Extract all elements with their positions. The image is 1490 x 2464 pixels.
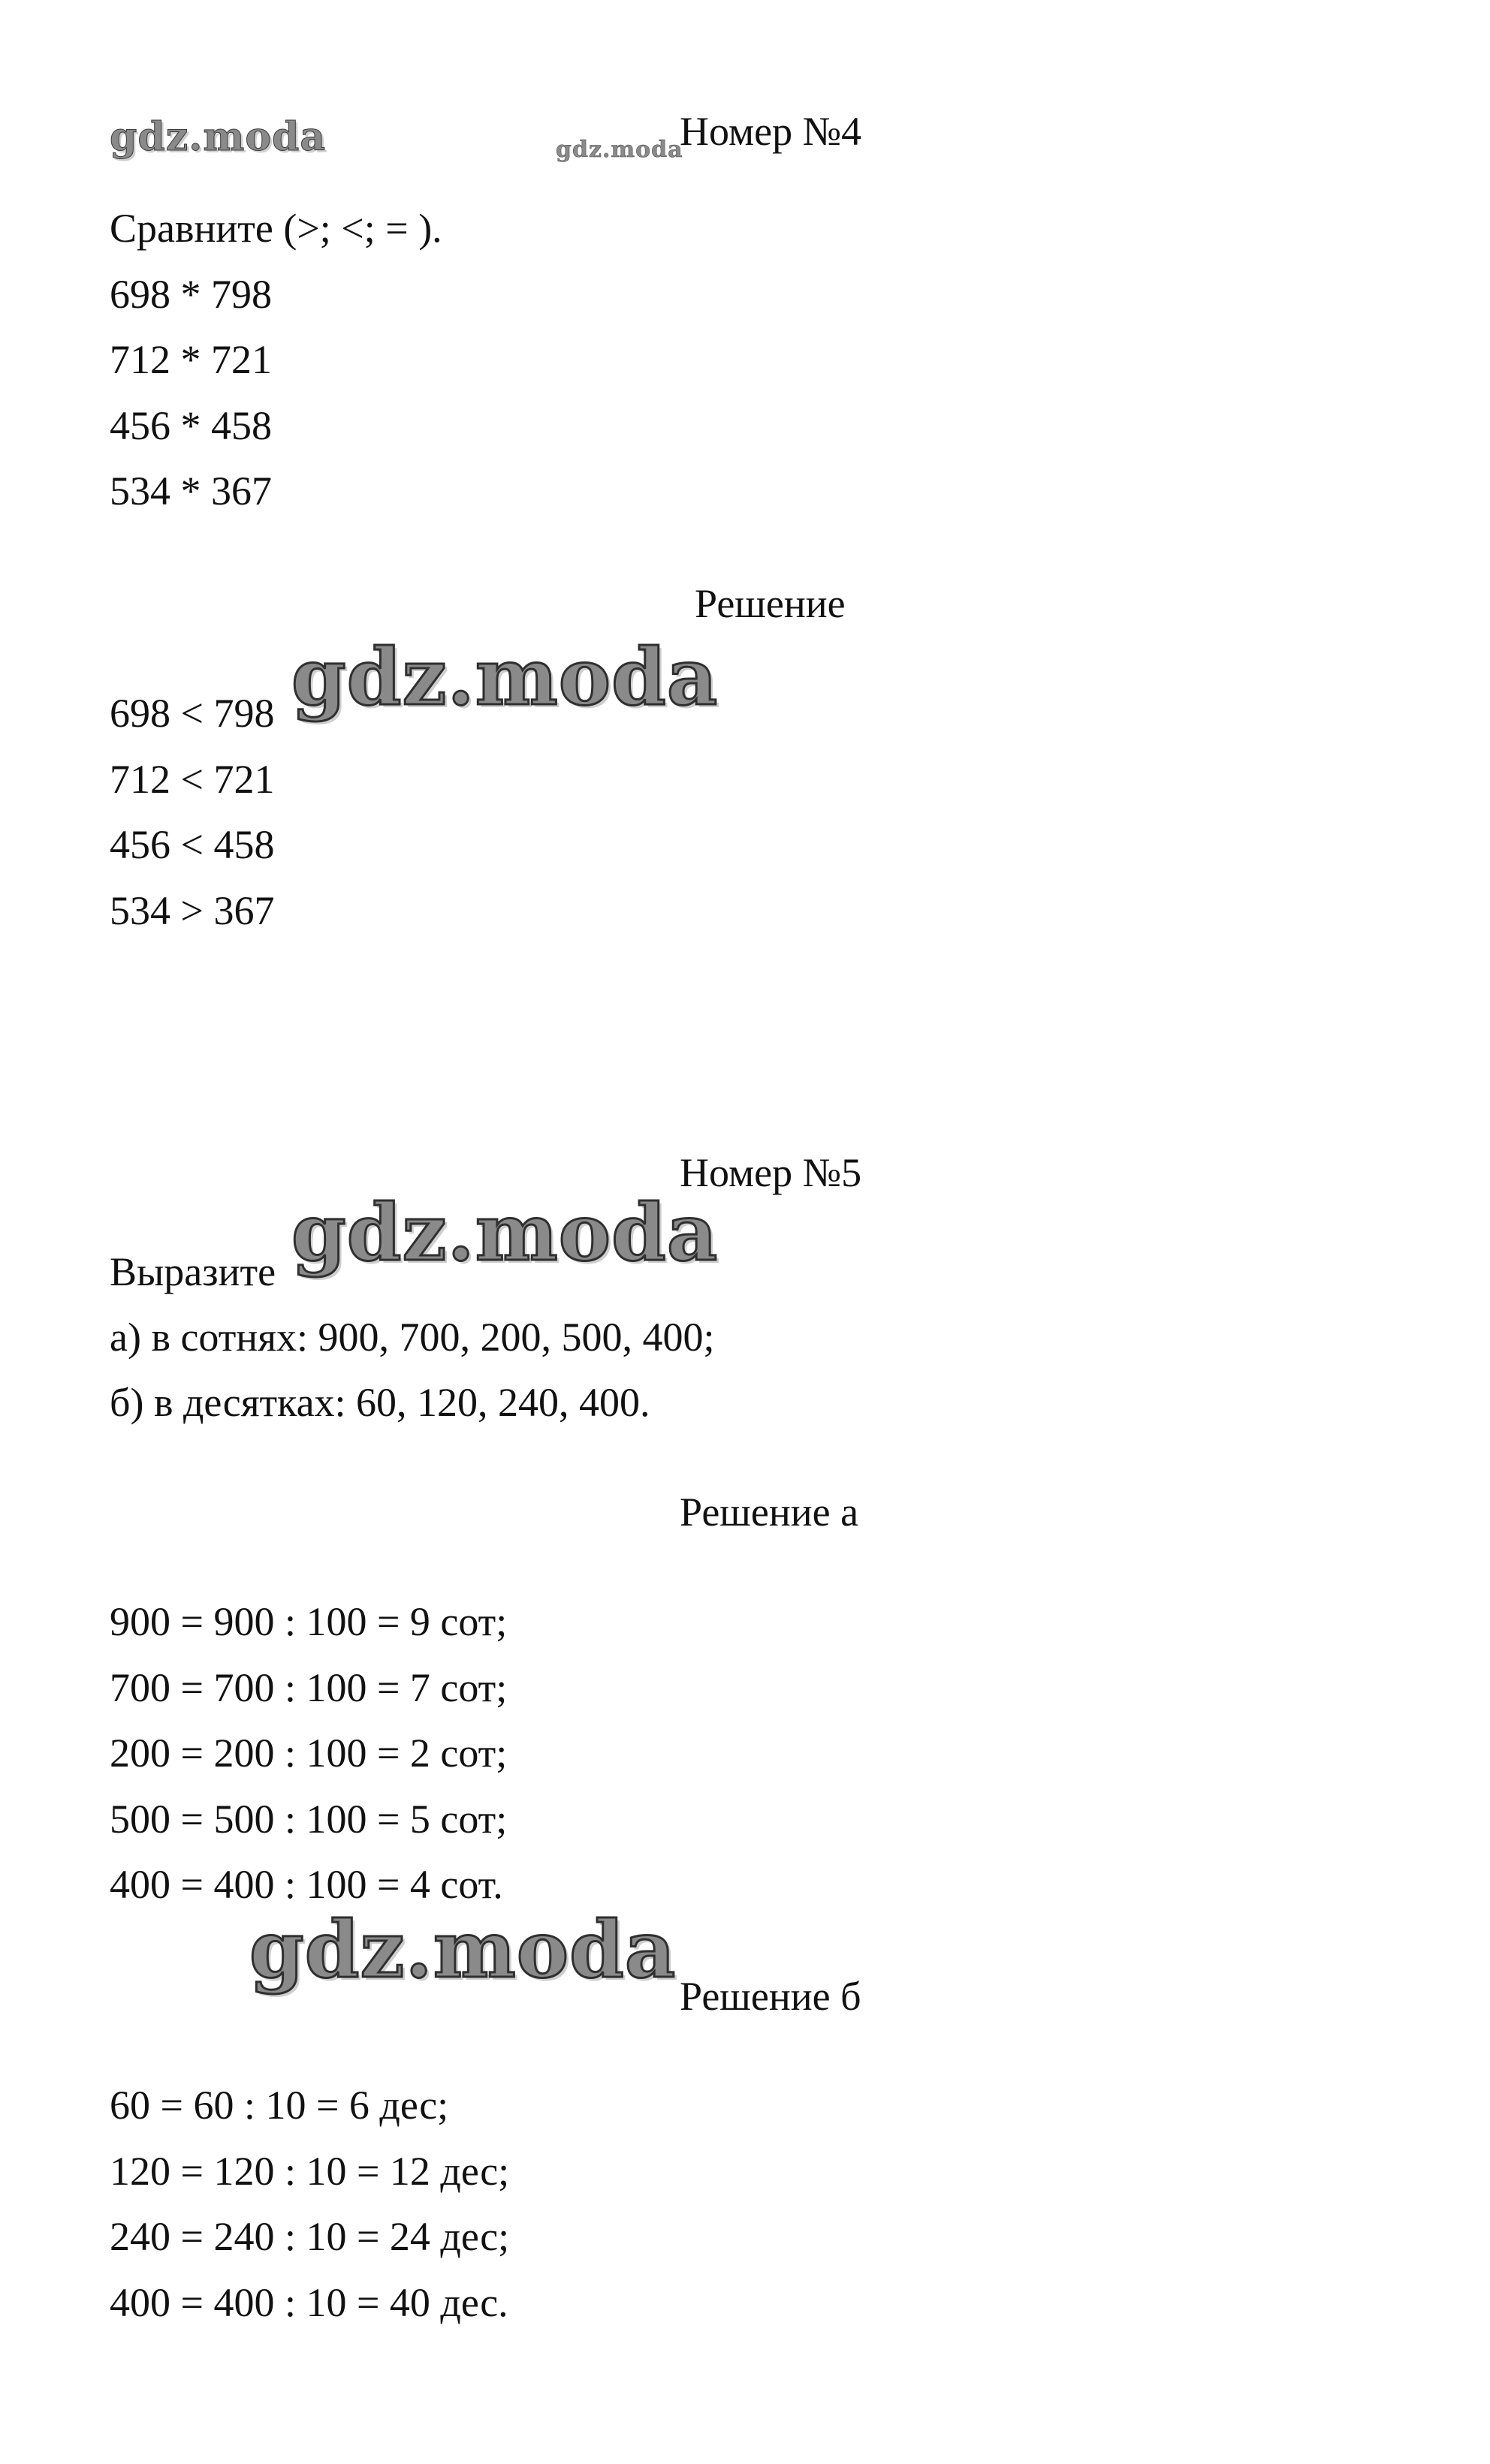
problem5-answer-a: 900 = 900 : 100 = 9 сот; [110,1599,508,1644]
problem5-answer-a: 400 = 400 : 100 = 4 сот. [110,1862,503,1907]
problem5-answer-a: 200 = 200 : 100 = 2 сот; [110,1731,508,1776]
problem5-prompt: Выразите [110,1249,276,1294]
problem5-solution-a-heading: Решение а [680,1490,859,1535]
watermark-lower: gdz.moda [249,1903,677,1996]
problem4-answer: 698 < 798 [110,691,275,736]
problem5-answer-a: 700 = 700 : 100 = 7 сот; [110,1665,508,1710]
problem5-solution-b-heading: Решение б [680,1974,861,2019]
problem5-answer-a: 500 = 500 : 100 = 5 сот; [110,1797,508,1842]
problem4-item: 456 * 458 [110,403,272,448]
problem4-answer: 712 < 721 [110,757,275,802]
problem4-item: 534 * 367 [110,468,272,514]
problem4-answer: 534 > 367 [110,888,275,933]
problem4-item: 698 * 798 [110,272,272,317]
watermark-top-small: gdz.moda [556,137,683,163]
problem5-part-b: б) в десятках: 60, 120, 240, 400. [110,1380,650,1425]
problem5-part-a: а) в сотнях: 900, 700, 200, 500, 400; [110,1315,715,1360]
problem5-answer-b: 120 = 120 : 10 = 12 дес; [110,2149,510,2194]
problem4-prompt: Сравните (>; <; = ). [110,206,442,251]
problem4-answer: 456 < 458 [110,822,275,867]
problem4-title: Номер №4 [680,109,862,154]
problem4-solution-heading: Решение [695,581,846,626]
problem5-answer-b: 240 = 240 : 10 = 24 дес; [110,2214,510,2259]
problem5-answer-b: 400 = 400 : 10 = 40 дес. [110,2280,508,2325]
problem4-item: 712 * 721 [110,337,272,382]
watermark-mid-1: gdz.moda [291,631,719,723]
watermark-mid-2: gdz.moda [291,1186,719,1279]
problem5-title: Номер №5 [680,1150,862,1195]
watermark-top-left: gdz.moda [110,114,327,160]
problem5-answer-b: 60 = 60 : 10 = 6 дес; [110,2083,449,2128]
